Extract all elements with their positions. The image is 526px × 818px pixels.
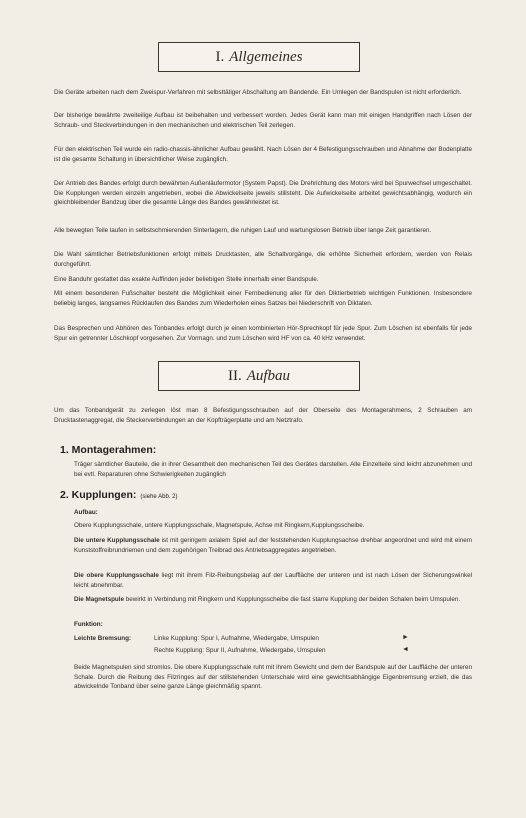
paragraph: Für den elektrischen Teil wurde ein radio-chassis-ähnlicher Aufbau gewählt. Nach Lösen der 4 Befestigungsschrauben und Abnahme der Bodenplatte ist die gesamte Schaltung in übersichtlicher Weise zugänglich.: [54, 146, 472, 163]
paragraph: Träger sämtlicher Bauteile, die in ihrer Gesamtheit den mechanischen Teil des Gerätes darstellen. Alle Einzelteile sind leicht abzunehmen und bei evtl. Reparaturen ohne Schwierigkeiten zugänglich: [74, 461, 472, 478]
section-title-box-2: [158, 361, 360, 391]
heading-montagerahmen: 1. Montagerahmen:: [60, 444, 157, 456]
paragraph: Obere Kupplungsschale, untere Kupplungsschale, Magnetspule, Achse mit Ringkern,Kupplungsscheibe.: [74, 522, 365, 529]
figure-reference: (siehe Abb. 2): [140, 494, 178, 500]
paragraph: Der bisherige bewährte zweiteilige Aufbau ist beibehalten und verbessert worden. Jedes Gerät kann man mit einigen Handgriffen nach Lösen der Schraub- und Steckverbindungen in den mechanischen und elektrischen Teil zerlegen.: [54, 112, 472, 129]
linke-kupplung-line: Linke Kupplung: Spur I, Aufnahme, Wiedergabe, Umspulen: [154, 635, 319, 642]
paragraph-magnet: [74, 595, 472, 605]
arrow-right-icon: ►: [402, 634, 409, 641]
paragraph-obere: [74, 571, 472, 590]
section-title-box-1: [158, 42, 360, 72]
paragraph: Alle bewegten Teile laufen in selbstschmierenden Sinterlagern, die ruhigen Lauf und wartungslosen Betrieb über lange Zeit garantieren.: [54, 227, 432, 234]
section-numeral: II.: [227, 367, 242, 384]
term: Die untere Kupplungsschale: [74, 537, 160, 544]
rechte-kupplung-line: Rechte Kupplung: Spur II, Aufnahme, Wiedergabe, Umspulen: [154, 647, 326, 654]
term: Die Magnetspule: [74, 596, 125, 603]
section-numeral: I.: [215, 48, 225, 65]
term: Die obere Kupplungsschale: [74, 572, 159, 579]
section-title: Aufbau: [246, 367, 291, 384]
arrow-left-icon: ◄: [402, 646, 409, 653]
paragraph-closing: Beide Magnetspulen sind stromlos. Die obere Kupplungsschale ruht mit ihrem Gewicht und dem der Bandspule auf der Lauffläche der unteren Schale. Durch die Reibung des Filzringes auf der stillstehenden Unterschale wird eine gewichtsabhängige Eigenbremsung erzielt, die das abwickelnde Tonband über seine ganze Länge gleichmäßig spannt.: [74, 664, 472, 691]
term-text: ist mit geringem axialem Spiel auf der feststehenden Kupplungsachse drehbar angeordnet und wird mit einem Kunststoffreibrundriemen und dem zugehörigen Treibrad des Antriebsaggregates angetrieben.: [74, 537, 472, 554]
paragraph-untere: [74, 536, 472, 555]
paragraph: Um das Tonbandgerät zu zerlegen löst man 8 Befestigungsschrauben auf der Oberseite des Montagerahmens, 2 Schrauben am Drucktastenaggregat, die Steckerverbindungen an der Kopfträgerplatte und am Netztrafo.: [54, 407, 472, 424]
paragraph: Die Wahl sämtlicher Betriebsfunktionen erfolgt mittels Drucktasten, alle Schaltvorgänge, die erhöhte Sicherheit erfordern, werden von Relais durchgeführt.: [54, 251, 472, 268]
term-text: bewirkt in Verbindung mit Ringkern und Kupplungsscheibe die fast starre Kupplung der beiden Schalen beim Umspulen.: [124, 596, 461, 603]
paragraph: Das Besprechen und Abhören des Tonbandes erfolgt durch je einen kombinierten Hör-Sprechkopf für jede Spur. Zum Löschen ist ebenfalls für jede Spur ein getrennter Löschkopf vorgesehen. Zur Vormagn. und zum Löschen wird HF von ca. 40 kHz verwendet.: [54, 325, 472, 342]
paragraph: Der Antrieb des Bandes erfolgt durch bewährten Außenläufermotor (System Papst). Die Drehrichtung des Motors wird bei Spurwechsel umgeschaltet. Die Kupplungen werden einzeln angetrieben, wobei die Abwickelseite jeweils stillsteht. Die Aufwickelseite arbeitet gewichtsabhängig, wodurch ein gleichbleibender Bandzug über die gesamte Länge des Bandes gewährleistet ist.: [54, 180, 472, 207]
label-funktion: Funktion:: [74, 621, 103, 628]
paragraph: Eine Banduhr gestattet das exakte Auffinden jeder beliebigen Stelle innerhalb einer Bandspule.: [54, 276, 319, 283]
label-aufbau: Aufbau:: [74, 509, 98, 516]
paragraph: Die Geräte arbeiten nach dem Zweispur-Verfahren mit selbsttätiger Abschaltung am Bandende. Ein Umlegen der Bandspulen ist nicht erforderlich.: [54, 89, 462, 96]
heading-kupplungen: [60, 489, 177, 501]
heading-text: 2. Kupplungen:: [60, 489, 137, 501]
section-title: Allgemeines: [229, 48, 303, 65]
label-leichte-bremsung: Leichte Bremsung:: [74, 635, 132, 642]
paragraph: Mit einem besonderen Fußschalter besteht die Möglichkeit einer Fernbedienung aller für den Diktierbetrieb wichtigen Funktionen. Insbesondere beliebig langes, langsames Rücklaufen des Bandes zum Wiederholen eines Satzes bei Niederschrift von Diktaten.: [54, 290, 472, 307]
term-text: liegt mit ihrem Filz-Reibungsbelag auf der Lauffläche der unteren und ist nach Lösen der Sicherungswinkel leicht abnehmbar.: [74, 572, 472, 589]
